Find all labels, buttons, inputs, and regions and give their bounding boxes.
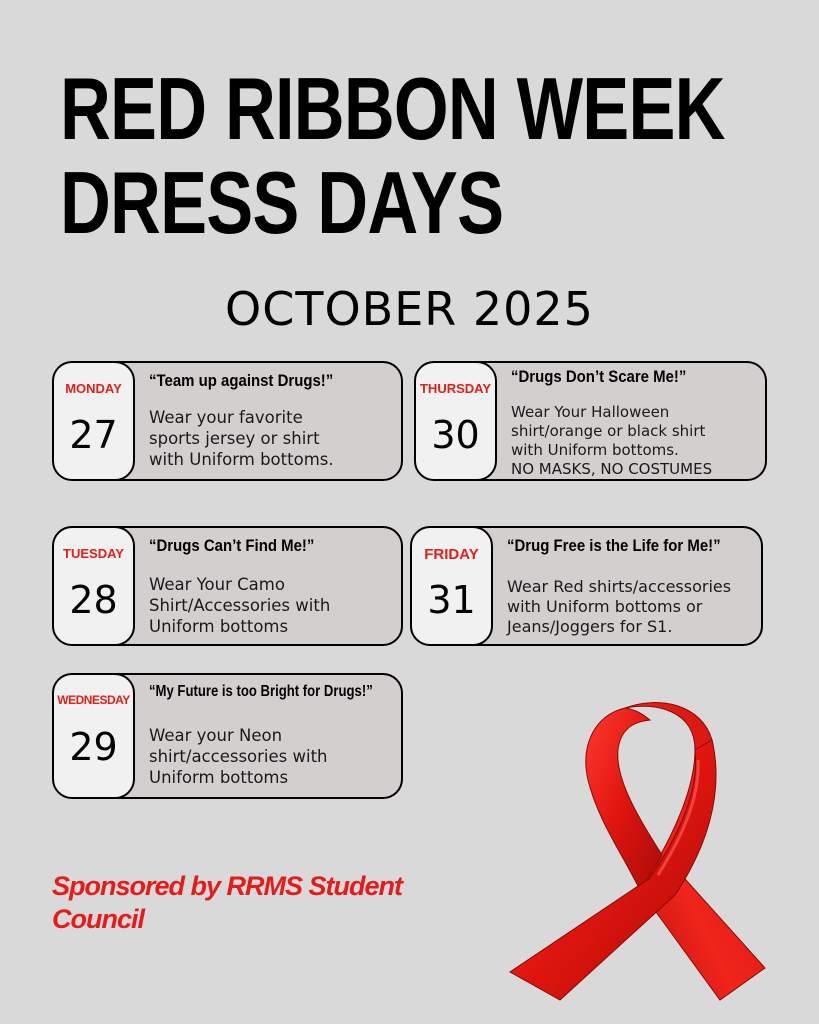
sponsor-line-1: Sponsored by RRMS Student: [52, 871, 403, 901]
description-line: Wear Red shirts/accessories: [507, 577, 732, 596]
description-line: with Uniform bottoms.: [511, 441, 679, 459]
day-description: [149, 407, 393, 470]
description-line: Shirt/Accessories with: [149, 596, 331, 615]
day-description: [511, 403, 757, 479]
day-card-thursday: [414, 361, 767, 481]
description-line: with Uniform bottoms.: [149, 450, 334, 469]
description-line: shirt/orange or black shirt: [511, 422, 706, 440]
day-name: TUESDAY: [63, 546, 124, 561]
description-line: sports jersey or shirt: [149, 429, 320, 448]
date-box: [414, 361, 497, 481]
day-name: FRIDAY: [424, 546, 479, 563]
month-subtitle: OCTOBER 2025: [225, 282, 594, 336]
sponsor-line-2: Council: [52, 904, 144, 934]
description-line: Wear your Neon: [149, 726, 283, 745]
day-slogan: “My Future is too Bright for Drugs!”: [149, 683, 373, 700]
title-line-1: RED RIBBON WEEK: [60, 59, 725, 158]
day-number: 28: [69, 578, 118, 622]
day-slogan: “Team up against Drugs!”: [149, 371, 334, 390]
red-ribbon-icon: [490, 700, 790, 1010]
title-line-2: DRESS DAYS: [60, 153, 504, 252]
date-box: [52, 526, 135, 646]
day-card-monday: [52, 361, 403, 481]
day-name: WEDNESDAY: [57, 693, 130, 707]
sponsor-credit: [52, 870, 402, 936]
day-card-wednesday: [52, 673, 403, 799]
date-box: [410, 526, 493, 646]
description-line: with Uniform bottoms or: [507, 597, 703, 616]
day-number: 31: [427, 578, 476, 622]
description-line: Jeans/Joggers for S1.: [507, 617, 673, 636]
day-card-tuesday: [52, 526, 403, 646]
day-description: [149, 725, 393, 788]
day-card-friday: [410, 526, 763, 646]
day-number: 30: [431, 413, 480, 457]
day-name: THURSDAY: [419, 381, 492, 396]
day-description: [507, 577, 753, 637]
description-line: Uniform bottoms: [149, 768, 289, 787]
day-slogan: “Drugs Don’t Scare Me!”: [511, 367, 687, 386]
date-box: [52, 673, 135, 799]
description-line: Uniform bottoms: [149, 617, 289, 636]
day-description: [149, 574, 393, 637]
description-line: shirt/accessories with: [149, 747, 328, 766]
day-name: MONDAY: [65, 381, 122, 396]
day-slogan: “Drugs Can’t Find Me!”: [149, 536, 315, 555]
description-line: Wear your favorite: [149, 408, 303, 427]
day-slogan: “Drug Free is the Life for Me!”: [507, 536, 721, 555]
description-line: Wear Your Camo: [149, 575, 285, 594]
description-line: NO MASKS, NO COSTUMES: [511, 460, 713, 478]
day-number: 29: [69, 725, 118, 769]
date-box: [52, 361, 135, 481]
description-line: Wear Your Halloween: [511, 403, 670, 421]
day-number: 27: [69, 413, 118, 457]
page-title: [60, 59, 725, 252]
